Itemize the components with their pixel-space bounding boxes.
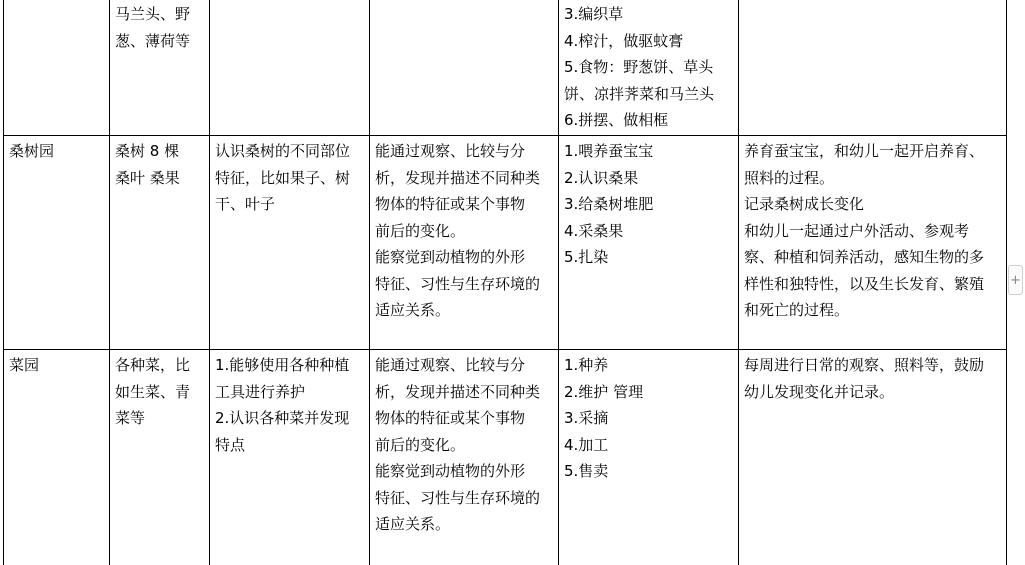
cell-text: 菜园 [9, 356, 40, 374]
cell-area[interactable] [4, 0, 110, 136]
cell-activities[interactable] [559, 0, 739, 136]
cell-development[interactable] [370, 136, 559, 350]
cell-line: 马兰头、野 [115, 5, 191, 23]
cell-line: 物体的特征或某个事物 [375, 195, 526, 213]
cell-line: 5.食物：野葱饼、草头 [564, 58, 714, 76]
cell-line: 4.采桑果 [564, 221, 624, 240]
cell-line: 4.加工 [564, 435, 609, 454]
cell-line: 每周进行日常的观察、照料等，鼓励 [744, 356, 985, 374]
cell-line: 前后的变化。 [375, 435, 466, 454]
cell-line: 能通过观察、比较与分 [375, 142, 526, 160]
cell-text: 桑树园 [9, 142, 55, 160]
cell-line: 物体的特征或某个事物 [375, 409, 526, 427]
cell-development[interactable] [370, 350, 559, 565]
cell-line: 和死亡的过程。 [744, 301, 850, 319]
cell-notes[interactable] [739, 350, 1007, 565]
cell-activities[interactable] [559, 350, 739, 565]
cell-line: 样性和独特性，以及生长发育、繁殖 [744, 274, 985, 293]
table-body [4, 0, 1007, 565]
cell-line: 各种菜，比 [115, 356, 191, 374]
cell-line: 3.编织草 [564, 5, 624, 23]
cell-goals[interactable] [210, 136, 370, 350]
cell-notes[interactable] [739, 0, 1007, 136]
cell-line: 2.认识各种菜并发现 [215, 409, 350, 427]
cell-line: 2.维护 管理 [564, 382, 644, 401]
cell-line: 能察觉到动植物的外形 [375, 462, 526, 480]
cell-line: 6.拼摆、做相框 [564, 111, 669, 129]
cell-materials[interactable] [110, 136, 210, 350]
cell-line: 能通过观察、比较与分 [375, 356, 526, 374]
activity-table [3, 0, 1007, 565]
cell-line: 3.给桑树堆肥 [564, 195, 654, 213]
cell-line: 察、种植和饲养活动，感知生物的多 [744, 248, 985, 266]
cell-line: 如生菜、青 [115, 382, 191, 401]
cell-goals[interactable] [210, 0, 370, 136]
cell-line: 特点 [215, 435, 246, 454]
cell-line: 1.能够使用各种种植 [215, 356, 350, 374]
cell-line: 养育蚕宝宝，和幼儿一起开启养育、 [744, 142, 985, 160]
cell-line: 工具进行养护 [215, 382, 306, 401]
cell-area[interactable] [4, 136, 110, 350]
add-row-button[interactable]: + [1008, 265, 1023, 295]
cell-line: 葱、薄荷等 [115, 31, 191, 50]
cell-line: 和幼儿一起通过户外活动、参观考 [744, 221, 970, 240]
cell-line: 特征，比如果子、树 [215, 168, 351, 187]
cell-line: 1.喂养蚕宝宝 [564, 142, 654, 160]
cell-line: 特征、习性与生存环境的 [375, 274, 541, 293]
cell-line: 幼儿发现变化并记录。 [744, 382, 895, 401]
cell-line: 5.售卖 [564, 462, 609, 480]
cell-line: 特征、习性与生存环境的 [375, 488, 541, 507]
cell-line: 适应关系。 [375, 301, 451, 319]
cell-line: 适应关系。 [375, 515, 451, 533]
cell-line: 干、叶子 [215, 195, 276, 213]
cell-goals[interactable] [210, 350, 370, 565]
cell-line: 能察觉到动植物的外形 [375, 248, 526, 266]
cell-line: 2.认识桑果 [564, 168, 639, 187]
cell-activities[interactable] [559, 136, 739, 350]
cell-line: 记录桑树成长变化 [744, 195, 865, 213]
cell-line: 3.采摘 [564, 409, 609, 427]
cell-line: 前后的变化。 [375, 221, 466, 240]
cell-line: 菜等 [115, 409, 146, 427]
cell-line: 4.榨汁，做驱蚊膏 [564, 31, 684, 50]
cell-line: 认识桑树的不同部位 [215, 142, 351, 160]
cell-line: 析，发现并描述不同种类 [375, 168, 541, 187]
cell-line: 1.种养 [564, 356, 609, 374]
cell-area[interactable] [4, 350, 110, 565]
cell-line: 桑树 8 棵 [115, 142, 180, 160]
cell-line: 饼、凉拌荠菜和马兰头 [564, 84, 715, 103]
cell-line: 5.扎染 [564, 248, 609, 266]
cell-materials[interactable] [110, 0, 210, 136]
cell-line: 析，发现并描述不同种类 [375, 382, 541, 401]
cell-notes[interactable] [739, 136, 1007, 350]
cell-development[interactable] [370, 0, 559, 136]
table-row [4, 136, 1007, 350]
table-row [4, 0, 1007, 136]
cell-materials[interactable] [110, 350, 210, 565]
cell-line: 桑叶 桑果 [115, 168, 180, 187]
table-row [4, 350, 1007, 565]
cell-line: 照料的过程。 [744, 168, 835, 187]
